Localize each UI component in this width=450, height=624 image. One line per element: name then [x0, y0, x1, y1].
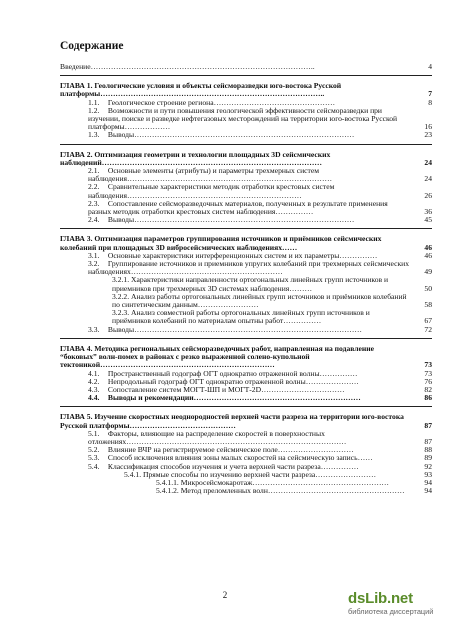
toc-page-number: 87	[424, 420, 432, 430]
toc-page-number: 7	[428, 89, 432, 99]
toc-section-5-1[interactable]	[60, 430, 432, 446]
toc-entry-text: Метод преломленных волн………………………………………………	[180, 486, 405, 496]
toc-section-2-1[interactable]	[60, 167, 432, 183]
toc-page-number: 58	[424, 300, 432, 310]
watermark-subtitle: библиотека диссертаций	[348, 607, 434, 616]
toc-entry-text: Выводы и рекомендации…………………………………………………………	[107, 393, 361, 403]
toc-page-number: 67	[424, 316, 432, 326]
toc-entry-text: ГЛАВА 3. Оптимизация параметров группирования источников и приёмников сейсмических колебаний при площадных 3D вибросейсмических наблюдениях……	[60, 234, 382, 252]
toc-entry-text: Характеристики направленности ортогональных линейных групп источников и приемников при трехмерных 3D системах наблюдения………	[112, 275, 389, 293]
page-title: Содержание	[60, 40, 124, 52]
toc-chapter-3[interactable]	[60, 235, 432, 251]
toc-page-number: 46	[424, 242, 432, 252]
toc-subsection-3-2-2[interactable]	[60, 293, 432, 309]
toc-entry-text: Анализ совместной работы ортогональных линейных групп источников и приёмников колебаний по материалам опытны работ……………	[112, 308, 370, 326]
toc-page-number: 86	[424, 393, 432, 403]
section-number: 4.3.	[88, 384, 100, 394]
toc-page-number: 16	[424, 122, 432, 132]
toc-page-number: 45	[424, 215, 432, 225]
section-number: 2.2.	[88, 182, 100, 192]
section-number: 2.4.	[88, 215, 100, 225]
toc-subsection-5-4-1-2[interactable]	[60, 487, 432, 495]
section-number: 5.4.	[88, 461, 100, 471]
toc-entry-text: ГЛАВА 5. Изучение скоростных неоднородностей верхней части разреза на территории юго-востока Русской платформы……………………………………	[60, 412, 404, 430]
page-number: 2	[222, 590, 228, 600]
section-number: 5.3.	[88, 453, 100, 463]
toc-page-number: 24	[424, 174, 432, 184]
toc-page-number: 92	[424, 461, 432, 471]
toc-entry-text: Влияние ВЧР на регистрируемое сейсмическое поле…………………………	[107, 445, 354, 455]
toc-page-number: 93	[424, 469, 432, 479]
toc-section-2-4[interactable]	[60, 216, 432, 224]
section-number: 3.2.1.	[112, 275, 130, 285]
toc-page-number: 8	[428, 97, 432, 107]
toc-page-number: 24	[424, 157, 432, 167]
toc-subsection-3-2-1[interactable]	[60, 276, 432, 292]
toc-entry-text: ГЛАВА 1. Геологические условия и объекты сейсморазведки юго-востока Русской платформы……………………………………………………………………………..	[60, 81, 342, 99]
section-number: 1.2.	[88, 105, 100, 115]
toc-page-number: 4	[428, 62, 432, 71]
toc-entry-text: Возможности и пути повышения геологической эффективности сейсморазведки при изучении, поиске и разведке нефтегазовых месторождений на территории юго-востока Русской платформы………………	[88, 105, 398, 132]
divider	[60, 144, 432, 145]
table-of-contents	[60, 63, 432, 495]
toc-page-number: 89	[424, 453, 432, 463]
watermark	[348, 590, 444, 620]
toc-entry-text: Классификация способов изучения и учета верхней части разреза……………	[107, 461, 359, 471]
toc-page-number: 36	[424, 207, 432, 217]
toc-entry-text: Сравнительные характеристики методик отработки крестовых систем наблюдения……………………………………………………………	[88, 182, 335, 200]
toc-section-4-4[interactable]	[60, 394, 432, 402]
section-number: 3.2.	[88, 259, 100, 269]
section-number: 2.1.	[88, 166, 100, 176]
toc-entry-text: ГЛАВА 2. Оптимизация геометрии и технологии площадных 3D сейсмических наблюдений……………………………………………………………………………	[60, 149, 331, 167]
toc-section-1-3[interactable]	[60, 131, 432, 139]
toc-entry-text: Сопоставление систем МОГТ-ШП и МОГТ-2D……………………………	[107, 384, 345, 394]
section-number: 5.4.1.	[124, 469, 142, 479]
section-number: 5.2.	[88, 445, 100, 455]
divider	[60, 228, 432, 229]
toc-page-number: 50	[424, 283, 432, 293]
toc-entry-introduction[interactable]	[60, 63, 432, 71]
toc-page-number: 49	[424, 267, 432, 277]
toc-entry-text: Группирование источников и приемников упругих колебаний при трехмерных сейсмических наблюдениях……………………………………………………	[88, 259, 409, 277]
toc-entry-text: Геологическое строение региона…………………………………………	[107, 97, 336, 107]
section-number: 3.2.3.	[112, 308, 130, 318]
section-number: 5.4.1.2.	[156, 486, 179, 496]
toc-chapter-1[interactable]	[60, 82, 432, 98]
divider	[60, 406, 432, 407]
toc-entry-text: Выводы……………………………………………………………………………	[107, 130, 355, 140]
toc-chapter-4[interactable]	[60, 345, 432, 370]
section-number: 3.2.2.	[112, 291, 130, 301]
toc-entry-text: Сопоставление сейсморазведочных материалов, полученных в результате применения разных методик отработки крестовых систем наблюдения……………	[88, 198, 388, 217]
section-number: 3.1.	[88, 250, 100, 260]
section-number: 4.1.	[88, 368, 100, 378]
toc-subsection-3-2-3[interactable]	[60, 309, 432, 325]
toc-chapter-5[interactable]	[60, 413, 432, 429]
toc-page-number: 73	[424, 368, 432, 378]
toc-entry-text: Выводы……………………………………………………………………………	[107, 215, 355, 225]
toc-entry-text: Прямые способы по изучению верхней части разреза……………………	[143, 469, 377, 479]
section-number: 5.4.1.1.	[156, 477, 179, 487]
toc-section-1-2[interactable]	[60, 107, 432, 132]
section-number: 4.4.	[88, 393, 100, 403]
section-number: 5.1.	[88, 428, 100, 438]
toc-page-number: 88	[424, 445, 432, 455]
toc-entry-text: Пространственный годограф ОГТ однократно отраженной волны……………	[107, 368, 358, 378]
toc-chapter-2[interactable]	[60, 151, 432, 167]
toc-entry-text: Микросейсмокаротаж………………………………………………	[180, 477, 390, 487]
toc-entry-text: ГЛАВА 4. Методика региональных сейсморазведочных работ, направленная на подавление “боковых” волн-помех в районах с резко выраженной солено-купольной тектоникой……………………………………………………………	[60, 343, 374, 370]
divider	[60, 338, 432, 339]
toc-entry-text: Факторы, влияющие на распределение скоростей в поверхностных отложениях……………………………………………………………………………	[88, 428, 347, 446]
toc-entry-text: Непродольный годограф ОГТ однократно отраженной волны…………………	[107, 376, 359, 386]
watermark-logo: dsLib.net	[348, 590, 413, 607]
toc-entry-text: Основные элементы (атрибуты) и параметры трехмерных систем наблюдения………………………………………………………………………	[88, 166, 333, 184]
toc-entry-text: Основные характеристики интерференционных систем и их параметры……………	[107, 250, 378, 260]
toc-entry-text: Способ исключения влияния зоны малых скоростей на сейсмическую запись……	[107, 453, 373, 463]
toc-section-3-3[interactable]	[60, 326, 432, 334]
toc-page-number: 23	[424, 130, 432, 140]
toc-page-number: 73	[424, 360, 432, 370]
toc-page-number: 76	[424, 376, 432, 386]
toc-page-number: 72	[424, 324, 432, 334]
toc-entry-text: Выводы………………………………………………………………………………	[107, 324, 362, 334]
toc-page-number: 46	[424, 250, 432, 260]
toc-section-2-3[interactable]	[60, 200, 432, 216]
section-number: 3.3.	[88, 324, 100, 334]
section-number: 2.3.	[88, 198, 100, 208]
toc-page-number: 94	[424, 486, 432, 496]
toc-section-3-2[interactable]	[60, 260, 432, 276]
section-number: 1.3.	[88, 130, 100, 140]
toc-page-number: 87	[424, 436, 432, 446]
section-number: 1.1.	[88, 97, 100, 107]
toc-page-number: 94	[424, 477, 432, 487]
section-number: 4.2.	[88, 376, 100, 386]
toc-section-2-2[interactable]	[60, 183, 432, 199]
toc-page-number: 82	[424, 384, 432, 394]
toc-page-number: 26	[424, 190, 432, 200]
toc-entry-text: Анализ работы ортогональных линейных групп источников и приёмников колебаний по синтетическим данным……………………	[112, 291, 407, 310]
divider	[60, 75, 432, 76]
toc-entry-text: Введение……………………………………………………………………………..	[60, 62, 315, 71]
